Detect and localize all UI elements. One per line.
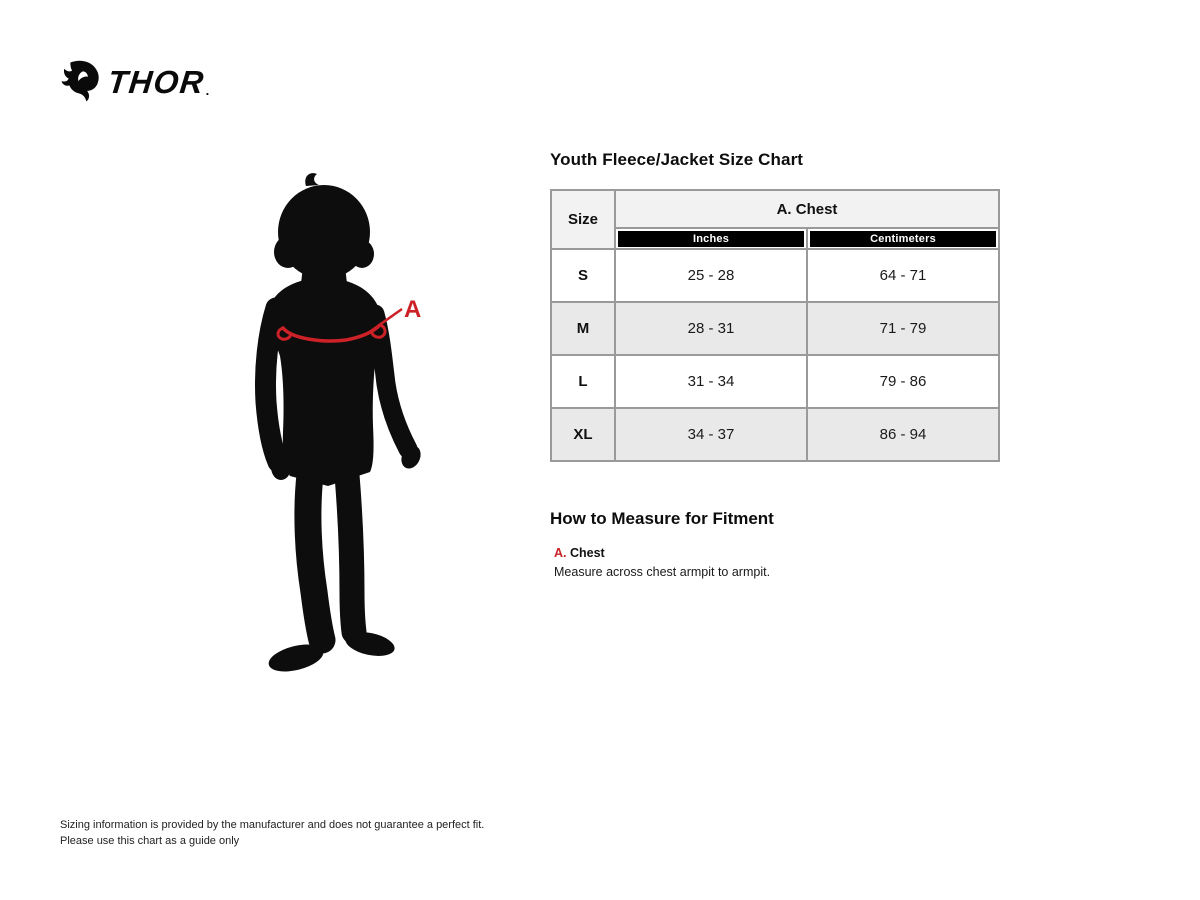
thor-logo-text: THOR bbox=[106, 64, 207, 100]
inches-cell: 28 - 31 bbox=[615, 302, 807, 355]
inches-cell: 31 - 34 bbox=[615, 355, 807, 408]
table-row-xl bbox=[551, 408, 999, 461]
inches-header-bar: Inches bbox=[618, 231, 804, 247]
inches-cell: 34 - 37 bbox=[615, 408, 807, 461]
measurement-figure bbox=[240, 170, 460, 710]
size-cell: XL bbox=[551, 408, 615, 461]
measure-item-chest bbox=[554, 546, 1002, 579]
thor-goat-icon bbox=[58, 58, 104, 106]
child-silhouette bbox=[265, 173, 424, 676]
centimeters-cell: 86 - 94 bbox=[807, 408, 999, 461]
inches-cell: 25 - 28 bbox=[615, 249, 807, 302]
column-header-size: Size bbox=[551, 190, 615, 249]
centimeters-cell: 79 - 86 bbox=[807, 355, 999, 408]
measure-item-name: Chest bbox=[569, 546, 605, 560]
table-row-s bbox=[551, 249, 999, 302]
size-cell: L bbox=[551, 355, 615, 408]
size-cell: M bbox=[551, 302, 615, 355]
how-to-measure-heading: How to Measure for Fitment bbox=[550, 509, 774, 528]
centimeters-cell: 71 - 79 bbox=[807, 302, 999, 355]
size-cell: S bbox=[551, 249, 615, 302]
centimeters-header-bar: Centimeters bbox=[810, 231, 996, 247]
disclaimer-line-1: Sizing information is provided by the manufacturer and does not guarantee a perfect fit. bbox=[60, 819, 485, 831]
measure-item-key: A. bbox=[554, 546, 567, 560]
thor-logo bbox=[58, 58, 209, 106]
annotation-label-a: A bbox=[404, 296, 422, 323]
column-header-inches bbox=[615, 228, 807, 249]
column-header-chest-group: A. Chest bbox=[615, 190, 999, 228]
disclaimer bbox=[60, 818, 484, 850]
how-to-measure-section bbox=[550, 509, 1002, 579]
disclaimer-line-2: Please use this chart as a guide only bbox=[60, 834, 240, 847]
centimeters-cell: 64 - 71 bbox=[807, 249, 999, 302]
column-header-centimeters bbox=[807, 228, 999, 249]
measure-item-description: Measure across chest armpit to armpit. bbox=[554, 565, 771, 579]
thor-logo-trademark-dot: . bbox=[205, 83, 210, 98]
table-row-m bbox=[551, 302, 999, 355]
size-chart-section bbox=[550, 150, 1002, 579]
size-chart-table bbox=[550, 189, 1000, 462]
table-row-l bbox=[551, 355, 999, 408]
size-chart-title: Youth Fleece/Jacket Size Chart bbox=[550, 150, 804, 169]
measure-item-label bbox=[554, 546, 1002, 560]
